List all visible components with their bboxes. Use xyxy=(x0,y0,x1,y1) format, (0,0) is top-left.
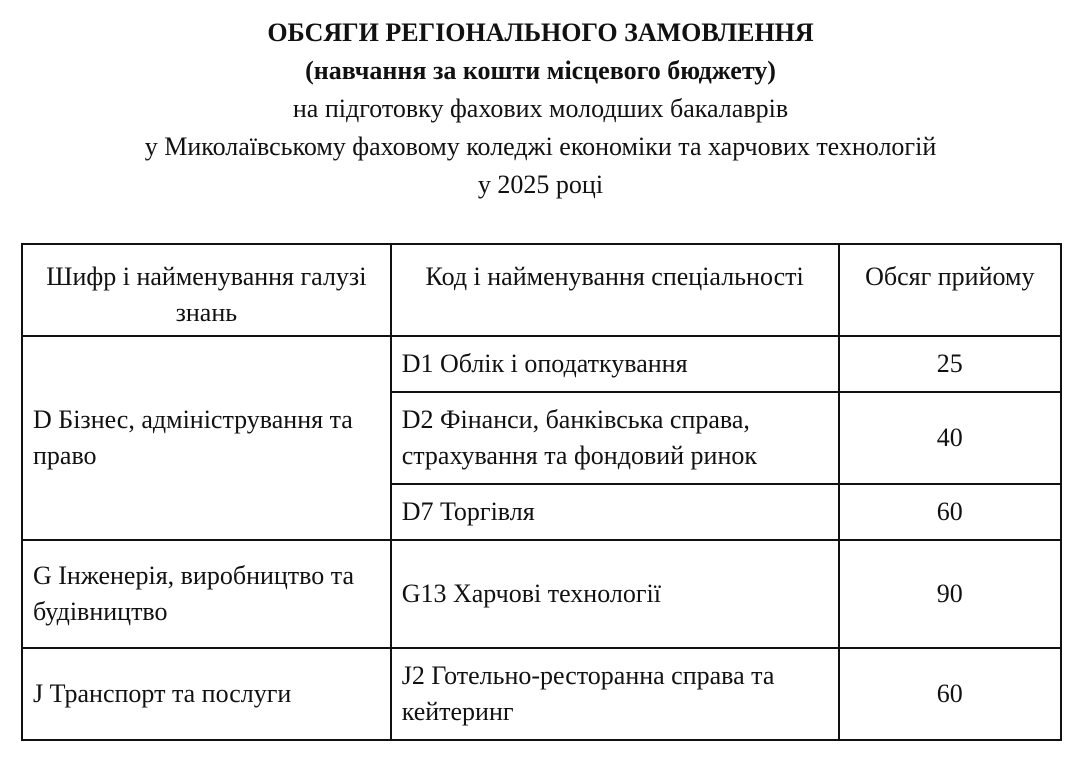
table-row xyxy=(22,540,1061,648)
heading-year-line: у 2025 році xyxy=(477,170,604,199)
document-title: ОБСЯГИ РЕГІОНАЛЬНОГО ЗАМОВЛЕННЯ xyxy=(267,18,814,47)
field-of-knowledge-cell: D Бізнес, адміністрування та право xyxy=(22,336,391,540)
field-of-knowledge-cell: G Інженерія, виробництво та будівництво xyxy=(22,540,391,648)
header-admission-volume: Обсяг прийому xyxy=(839,244,1061,336)
specialty-cell: G13 Харчові технології xyxy=(391,540,839,648)
admission-volume-cell: 60 xyxy=(839,484,1061,540)
specialty-cell: D1 Облік і оподаткування xyxy=(391,336,839,392)
field-of-knowledge-cell: J Транспорт та послуги xyxy=(22,648,391,740)
header-field-of-knowledge: Шифр і найменування галузі знань xyxy=(22,244,391,336)
heading-institution-line: у Миколаївському фаховому коледжі економіки та харчових технологій xyxy=(144,132,937,161)
admission-volume-cell: 60 xyxy=(839,648,1061,740)
specialty-cell: D2 Фінанси, банківська справа, страхування та фондовий ринок xyxy=(391,392,839,484)
document-heading xyxy=(0,14,1081,204)
admission-volume-cell: 40 xyxy=(839,392,1061,484)
table-header-row xyxy=(22,244,1061,336)
table-row xyxy=(22,336,1061,392)
specialty-cell: D7 Торгівля xyxy=(391,484,839,540)
header-specialty: Код і найменування спеціальності xyxy=(391,244,839,336)
admission-volume-cell: 90 xyxy=(839,540,1061,648)
specialty-cell: J2 Готельно-ресторанна справа та кейтеринг xyxy=(391,648,839,740)
admission-volume-cell: 25 xyxy=(839,336,1061,392)
allocation-table xyxy=(21,243,1062,741)
heading-purpose-line: на підготовку фахових молодших бакалаврів xyxy=(292,94,789,123)
document-subtitle: (навчання за кошти місцевого бюджету) xyxy=(305,56,776,85)
table-row xyxy=(22,648,1061,740)
